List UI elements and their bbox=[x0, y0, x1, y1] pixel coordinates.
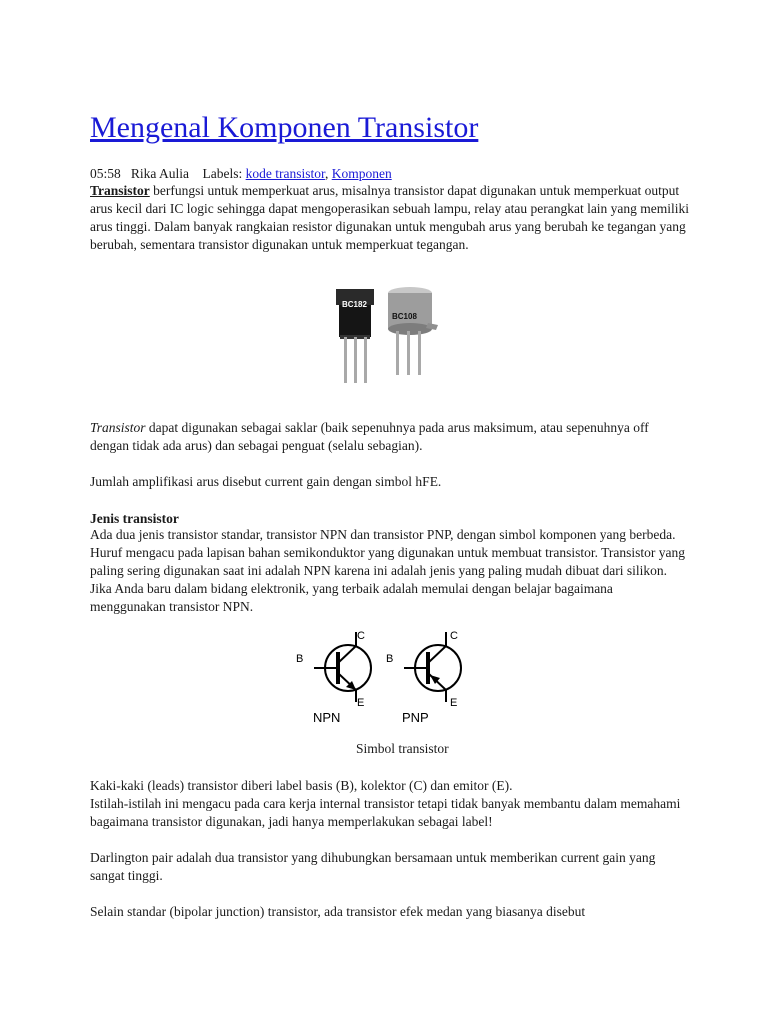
section-heading: Jenis transistor bbox=[90, 511, 179, 526]
article-title-link[interactable]: Mengenal Komponen Transistor bbox=[90, 111, 479, 144]
bc182-transistor bbox=[336, 289, 374, 383]
paragraph-gain: Jumlah amplifikasi arus disebut current gain dengan simbol hFE. bbox=[90, 474, 442, 489]
bc108-transistor bbox=[388, 287, 438, 375]
pnp-symbol bbox=[386, 630, 461, 725]
npn-symbol bbox=[296, 630, 371, 725]
bc182-text: BC182 bbox=[342, 300, 367, 309]
labels-prefix: Labels: bbox=[202, 166, 243, 181]
npn-b: B bbox=[296, 653, 304, 665]
pnp-label: PNP bbox=[402, 710, 429, 725]
post-author: Rika Aulia bbox=[130, 166, 190, 181]
paragraph-fet: Selain standar (bipolar junction) transistor, ada transistor efek medan yang biasanya disebut bbox=[90, 904, 586, 919]
paragraph-intro bbox=[90, 182, 690, 254]
post-meta bbox=[90, 166, 392, 182]
paragraph-switch bbox=[90, 419, 690, 455]
post-time: 05:58 bbox=[90, 166, 121, 181]
paragraph-darlington: Darlington pair adalah dua transistor yang dihubungkan bersamaan untuk memberikan current gain yang sangat tinggi. bbox=[90, 850, 656, 883]
paragraph-terms: Istilah-istilah ini mengacu pada cara kerja internal transistor tetapi tidak banyak membantu dalam memahami bagaimana transistor digunakan, jadi hanya memperlakukan sebagai label! bbox=[90, 796, 681, 829]
bc108-text: BC108 bbox=[392, 312, 417, 321]
pnp-c: C bbox=[450, 630, 458, 642]
transistor-symbols bbox=[290, 624, 490, 729]
label-link-komponen[interactable]: Komponen bbox=[331, 166, 392, 181]
paragraph-types: Ada dua jenis transistor standar, transistor NPN dan transistor PNP, dengan simbol komponen yang berbeda. Huruf mengacu pada lapisan bahan semikonduktor yang digunakan untuk membuat transistor. Transistor yang paling sering digunakan saat ini adalah NPN karena ini adalah jenis yang paling mudah dibuat dari silikon. Jika Anda baru dalam bidang elektronik, yang terbaik adalah memulai dengan belajar bagaimana menggunakan transistor NPN. bbox=[90, 527, 686, 614]
npn-e: E bbox=[357, 697, 365, 709]
paragraph-leads: Kaki-kaki (leads) transistor diberi label basis (B), kolektor (C) dan emitor (E). bbox=[90, 778, 513, 793]
switch-lead: Transistor bbox=[90, 420, 146, 435]
switch-rest: dapat digunakan sebagai saklar (baik sepenuhnya pada arus maksimum, atau sepenuhnya off dengan tidak ada arus) dan sebagai penguat (selalu sebagian). bbox=[90, 420, 649, 453]
figure-caption: Simbol transistor bbox=[356, 741, 449, 756]
label-separator: , bbox=[324, 166, 329, 181]
transistor-photo bbox=[328, 283, 528, 387]
label-link-kode-transistor[interactable]: kode transistor bbox=[245, 166, 325, 181]
intro-lead: Transistor bbox=[90, 183, 150, 198]
intro-rest: berfungsi untuk memperkuat arus, misalnya transistor dapat digunakan untuk memperkuat output arus kecil dari IC logic sehingga dapat mengoperasikan sebuah lampu, relay atau perangkat lain yang memiliki arus tinggi. Dalam banyak rangkaian resistor digunakan untuk mengubah arus yang berubah ke tegangan yang berubah, sementara transistor digunakan untuk memperkuat tegangan. bbox=[90, 183, 690, 252]
npn-label: NPN bbox=[313, 710, 341, 725]
pnp-b: B bbox=[386, 653, 394, 665]
npn-c: C bbox=[357, 630, 365, 642]
pnp-e: E bbox=[450, 697, 458, 709]
